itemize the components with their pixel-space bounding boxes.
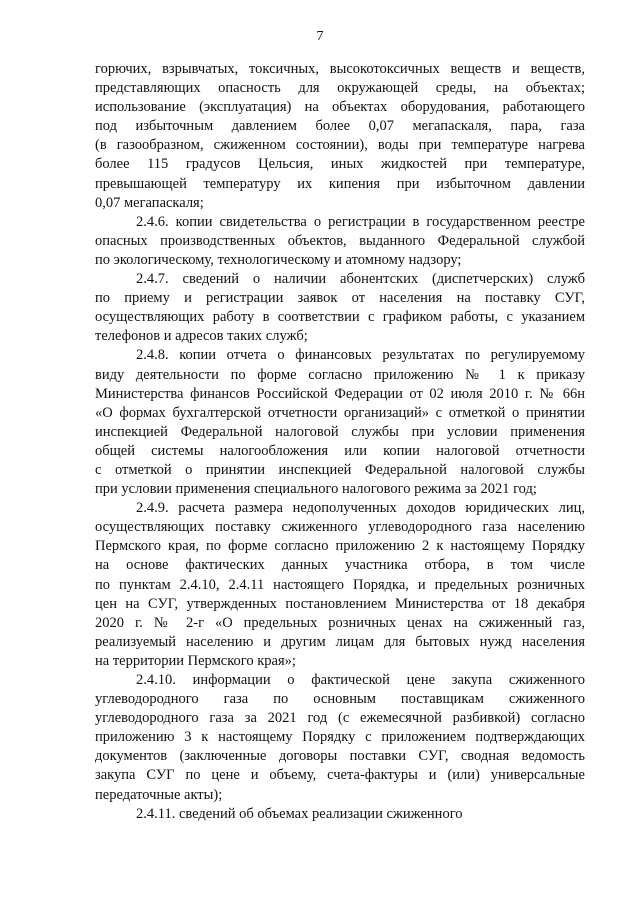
text-line: на территории Пермского края»; [95, 652, 296, 669]
text-line: реализуемый населению и другим лицам для бытовых нужд населения [95, 633, 585, 650]
paragraph-2-4-9 [95, 499, 585, 671]
text-line: Министерства финансов Российской Федерации от 02 июля 2010 г. № 66н [95, 385, 585, 402]
text-line: по пунктам 2.4.10, 2.4.11 настоящего Порядка, и предельных розничных [95, 576, 585, 593]
text-line: инспекцией Федеральной налоговой службы при условии применения [95, 423, 585, 440]
text-line: документов (заключенные договоры поставки СУГ, сводная ведомость [95, 748, 585, 765]
paragraph-continuation [95, 60, 585, 213]
text-line: при условии применения специального налогового режима за 2021 год; [95, 481, 537, 498]
text-line: использование (эксплуатация) на объектах оборудования, работающего [95, 99, 585, 116]
text-line: представляющих опасность для окружающей среды, на объектах; [95, 80, 585, 97]
text-line: 2.4.6. копии свидетельства о регистрации в государственном реестре [136, 213, 585, 230]
text-line: приложению 3 к настоящему Порядку с приложением подтверждающих [95, 729, 585, 746]
paragraph-2-4-8 [95, 346, 585, 499]
text-line: превышающей температуру их кипения при избыточном давлении [95, 175, 585, 192]
text-line: общей системы налогообложения или копии налоговой отчетности [95, 442, 585, 459]
text-line: телефонов и адресов таких служб; [95, 328, 308, 345]
text-line: 2020 г. № 2-г «О предельных розничных ценах на сжиженный газ, [95, 614, 585, 631]
text-line: 2.4.7. сведений о наличии абонентских (диспетчерских) служб [136, 271, 585, 288]
text-line: под избыточным давлением более 0,07 мегапаскаля, пара, газа [95, 118, 585, 135]
text-line: (в газообразном, сжиженном состоянии), воды при температуре нагрева [95, 137, 585, 154]
text-line: опасных производственных объектов, выданного Федеральной службой [95, 232, 585, 249]
document-body [95, 60, 585, 824]
text-line: цен на СУГ, утвержденных постановлением Министерства от 18 декабря [95, 595, 585, 612]
text-line: «О формах бухгалтерской отчетности организаций» с отметкой о принятии [95, 404, 585, 421]
paragraph-2-4-7 [95, 270, 585, 346]
text-line: горючих, взрывчатых, токсичных, высокотоксичных веществ и веществ, [95, 61, 585, 77]
text-line: осуществляющих поставку сжиженного углеводородного газа населению [95, 519, 585, 536]
text-line: по приему и регистрации заявок от населения на поставку СУГ, [95, 290, 585, 307]
text-line: Пермского края, по форме согласно приложению 2 к настоящему Порядку [95, 538, 585, 555]
text-line: с отметкой о принятии инспекцией Федеральной налоговой службы [95, 461, 585, 478]
page-number: 7 [316, 29, 324, 44]
text-line: на основе фактических данных участника отбора, в том числе [95, 557, 585, 574]
text-line: 2.4.11. сведений об объемах реализации сжиженного [136, 805, 463, 822]
text-line: 2.4.9. расчета размера недополученных доходов юридических лиц, [136, 500, 585, 517]
text-line: передаточные акты); [95, 786, 223, 803]
text-line: углеводородного газа по основным поставщикам сжиженного [95, 691, 585, 708]
paragraph-2-4-6 [95, 213, 585, 270]
text-line: по экологическому, технологическому и атомному надзору; [95, 251, 462, 268]
paragraph-2-4-10 [95, 671, 585, 805]
text-line: виду деятельности по форме согласно приложению № 1 к приказу [95, 366, 585, 383]
text-line: более 115 градусов Цельсия, иных жидкостей при температуре, [95, 156, 585, 173]
text-line: 2.4.10. информации о фактической цене закупа сжиженного [136, 672, 585, 688]
text-line: углеводородного газа за 2021 год (с ежемесячной разбивкой) согласно [95, 710, 585, 727]
text-line: закупа СУГ по цене и объему, счета-фактуры и (или) универсальные [95, 767, 585, 784]
text-line: осуществляющих работу в соответствии с графиком работы, с указанием [95, 309, 585, 326]
paragraph-2-4-11 [95, 805, 585, 824]
text-line: 2.4.8. копии отчета о финансовых результатах по регулируемому [136, 347, 585, 364]
text-line: 0,07 мегапаскаля; [95, 194, 204, 211]
